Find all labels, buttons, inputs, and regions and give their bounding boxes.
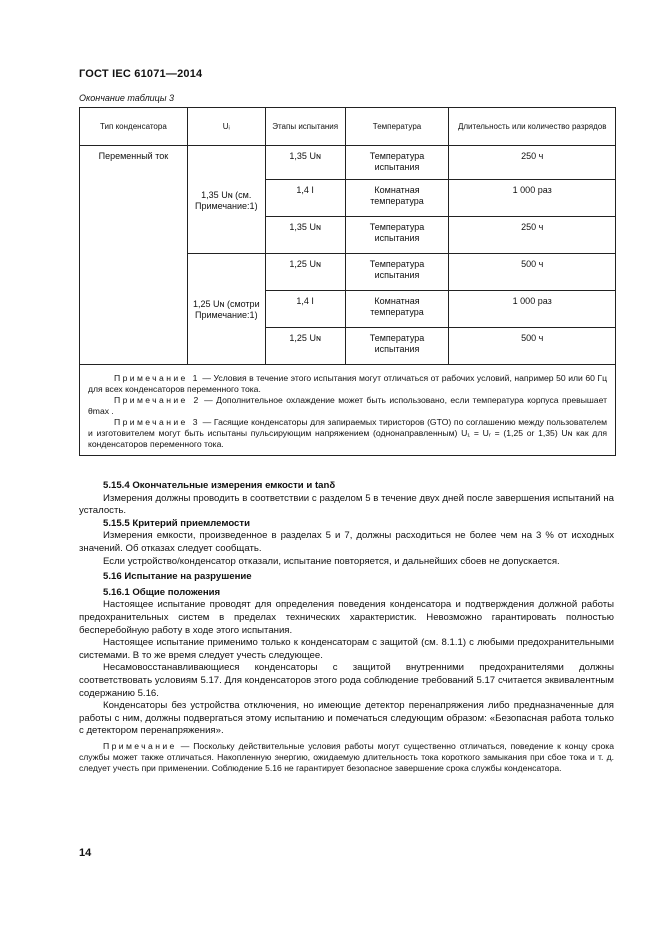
duration-cell: 500 ч	[449, 254, 616, 291]
page-number: 14	[79, 847, 92, 859]
section-heading: 5.16.1 Общие положения	[103, 586, 221, 598]
table-note-1	[88, 373, 607, 395]
note-label: Примечание	[103, 740, 177, 751]
note-label: Примечание 1	[114, 373, 200, 383]
section-paragraph: Если устройство/конденсатор отказали, испытание повторяется, и дальнейших сбоев не допускается.	[103, 555, 560, 567]
note-text: — Гасящие конденсаторы для запираемых тиристоров (GTO) по соглашению между пользователем и изготовителем могут быть испытаны пульсирующим напряжением (однонаправленным) U₁ = Uᵣ = (1,25 or 1,35) Uɴ как для конденсаторов переменного тока.	[88, 417, 608, 449]
test-table	[79, 107, 616, 456]
note-label: Примечание 2	[114, 395, 201, 405]
stage-cell: 1,35 Uɴ	[265, 217, 345, 254]
duration-cell: 250 ч	[449, 217, 616, 254]
table-row	[80, 146, 616, 180]
table-header-cell: Uᵢ	[187, 108, 265, 146]
table-notes-row	[80, 365, 616, 456]
stage-cell: 1,25 Uɴ	[265, 328, 345, 365]
stage-cell: 1,4 I	[265, 180, 345, 217]
temperature-cell: Температура испытания	[345, 217, 449, 254]
ui-cell: 1,25 Uɴ (смотри Примечание:1)	[187, 254, 265, 365]
capacitor-type-cell: Переменный ток	[80, 146, 188, 365]
note-label: Примечание 3	[114, 417, 200, 427]
section-paragraph: Конденсаторы без устройства отключения, но имеющие детектор перенапряжения либо предназначенные для работы с ним, должны подвергаться этому испытанию и помечаться следующим образом: «Безопасная работа только с детектором перенапряжения».	[79, 700, 614, 737]
body-text	[79, 480, 614, 774]
note-text: — Дополнительное охлаждение может быть использовано, если температура корпуса превышает θmax .	[88, 395, 608, 416]
note-text: — Поскольку действительные условия работы могут существенно отличаться, поведение к концу срока службы может также отличаться. Накопленную энергию, ожидаемую длительность тока короткого замыкания при сбое тока и т. д. следует учесть при применении. Соблюдение 5.16 не гарантирует безопасное завершение срока службы конденсатора.	[79, 740, 615, 774]
duration-cell: 1 000 раз	[449, 180, 616, 217]
duration-cell: 1 000 раз	[449, 291, 616, 328]
table-header-cell: Этапы испытания	[265, 108, 345, 146]
table-notes	[80, 365, 616, 456]
section-note	[79, 741, 614, 775]
section-heading: 5.16 Испытание на разрушение	[103, 571, 252, 583]
table-note-3	[88, 417, 607, 450]
document-header: ГОСТ IEC 61071—2014	[79, 68, 203, 80]
duration-cell: 250 ч	[449, 146, 616, 180]
section-paragraph: Измерения должны проводить в соответствии с разделом 5 в течение двух дней после завершения испытаний на усталость.	[79, 492, 614, 517]
duration-cell: 500 ч	[449, 328, 616, 365]
table-header-cell: Температура	[345, 108, 449, 146]
table-header-row	[80, 108, 616, 146]
ui-cell: 1,35 Uɴ (см. Примечание:1)	[187, 146, 265, 254]
stage-cell: 1,4 I	[265, 291, 345, 328]
table-header-cell: Длительность или количество разрядов	[449, 108, 616, 146]
temperature-cell: Температура испытания	[345, 254, 449, 291]
section-heading: 5.15.4 Окончательные измерения емкости и tanδ	[103, 480, 336, 491]
temperature-cell: Температура испытания	[345, 328, 449, 365]
section-paragraph: Измерения емкости, произведенное в разделах 5 и 7, должны расходиться не более чем на 3 % от исходных значений. Об отказах следует сообщать.	[79, 530, 614, 554]
temperature-cell: Температура испытания	[345, 146, 449, 180]
stage-cell: 1,25 Uɴ	[265, 254, 345, 291]
section-heading: 5.15.5 Критерий приемлемости	[103, 517, 250, 529]
temperature-cell: Комнатная температура	[345, 180, 449, 217]
table-caption: Окончание таблицы 3	[79, 93, 174, 103]
note-text: — Условия в течение этого испытания могут отличаться от рабочих условий, например 50 или 60 Гц для всех конденсаторов переменного тока.	[88, 373, 607, 394]
table-header-cell: Тип конденсатора	[80, 108, 188, 146]
section-paragraph: Несамовосстанавливающиеся конденсаторы с защитой внутренними предохранителями должны соответствовать условиям 5.17. Для конденсаторов этого рода соблюдение требований 5.17 считается эквивалентным содержанию 5.16.	[79, 662, 614, 699]
stage-cell: 1,35 Uɴ	[265, 146, 345, 180]
section-paragraph: Настоящее испытание проводят для определения поведения конденсатора и подтверждения должной работы предохранительных систем в пределах технических характеристик. Невозможно гарантировать полностью бесперебойную работу в ходе этого испытания.	[79, 599, 614, 636]
section-paragraph: Настоящее испытание применимо только к конденсаторам с защитой (см. 8.1.1) с любыми предохранительными системами. В то же время следует учесть следующее.	[79, 637, 614, 661]
temperature-cell: Комнатная температура	[345, 291, 449, 328]
table-note-2	[88, 395, 607, 417]
